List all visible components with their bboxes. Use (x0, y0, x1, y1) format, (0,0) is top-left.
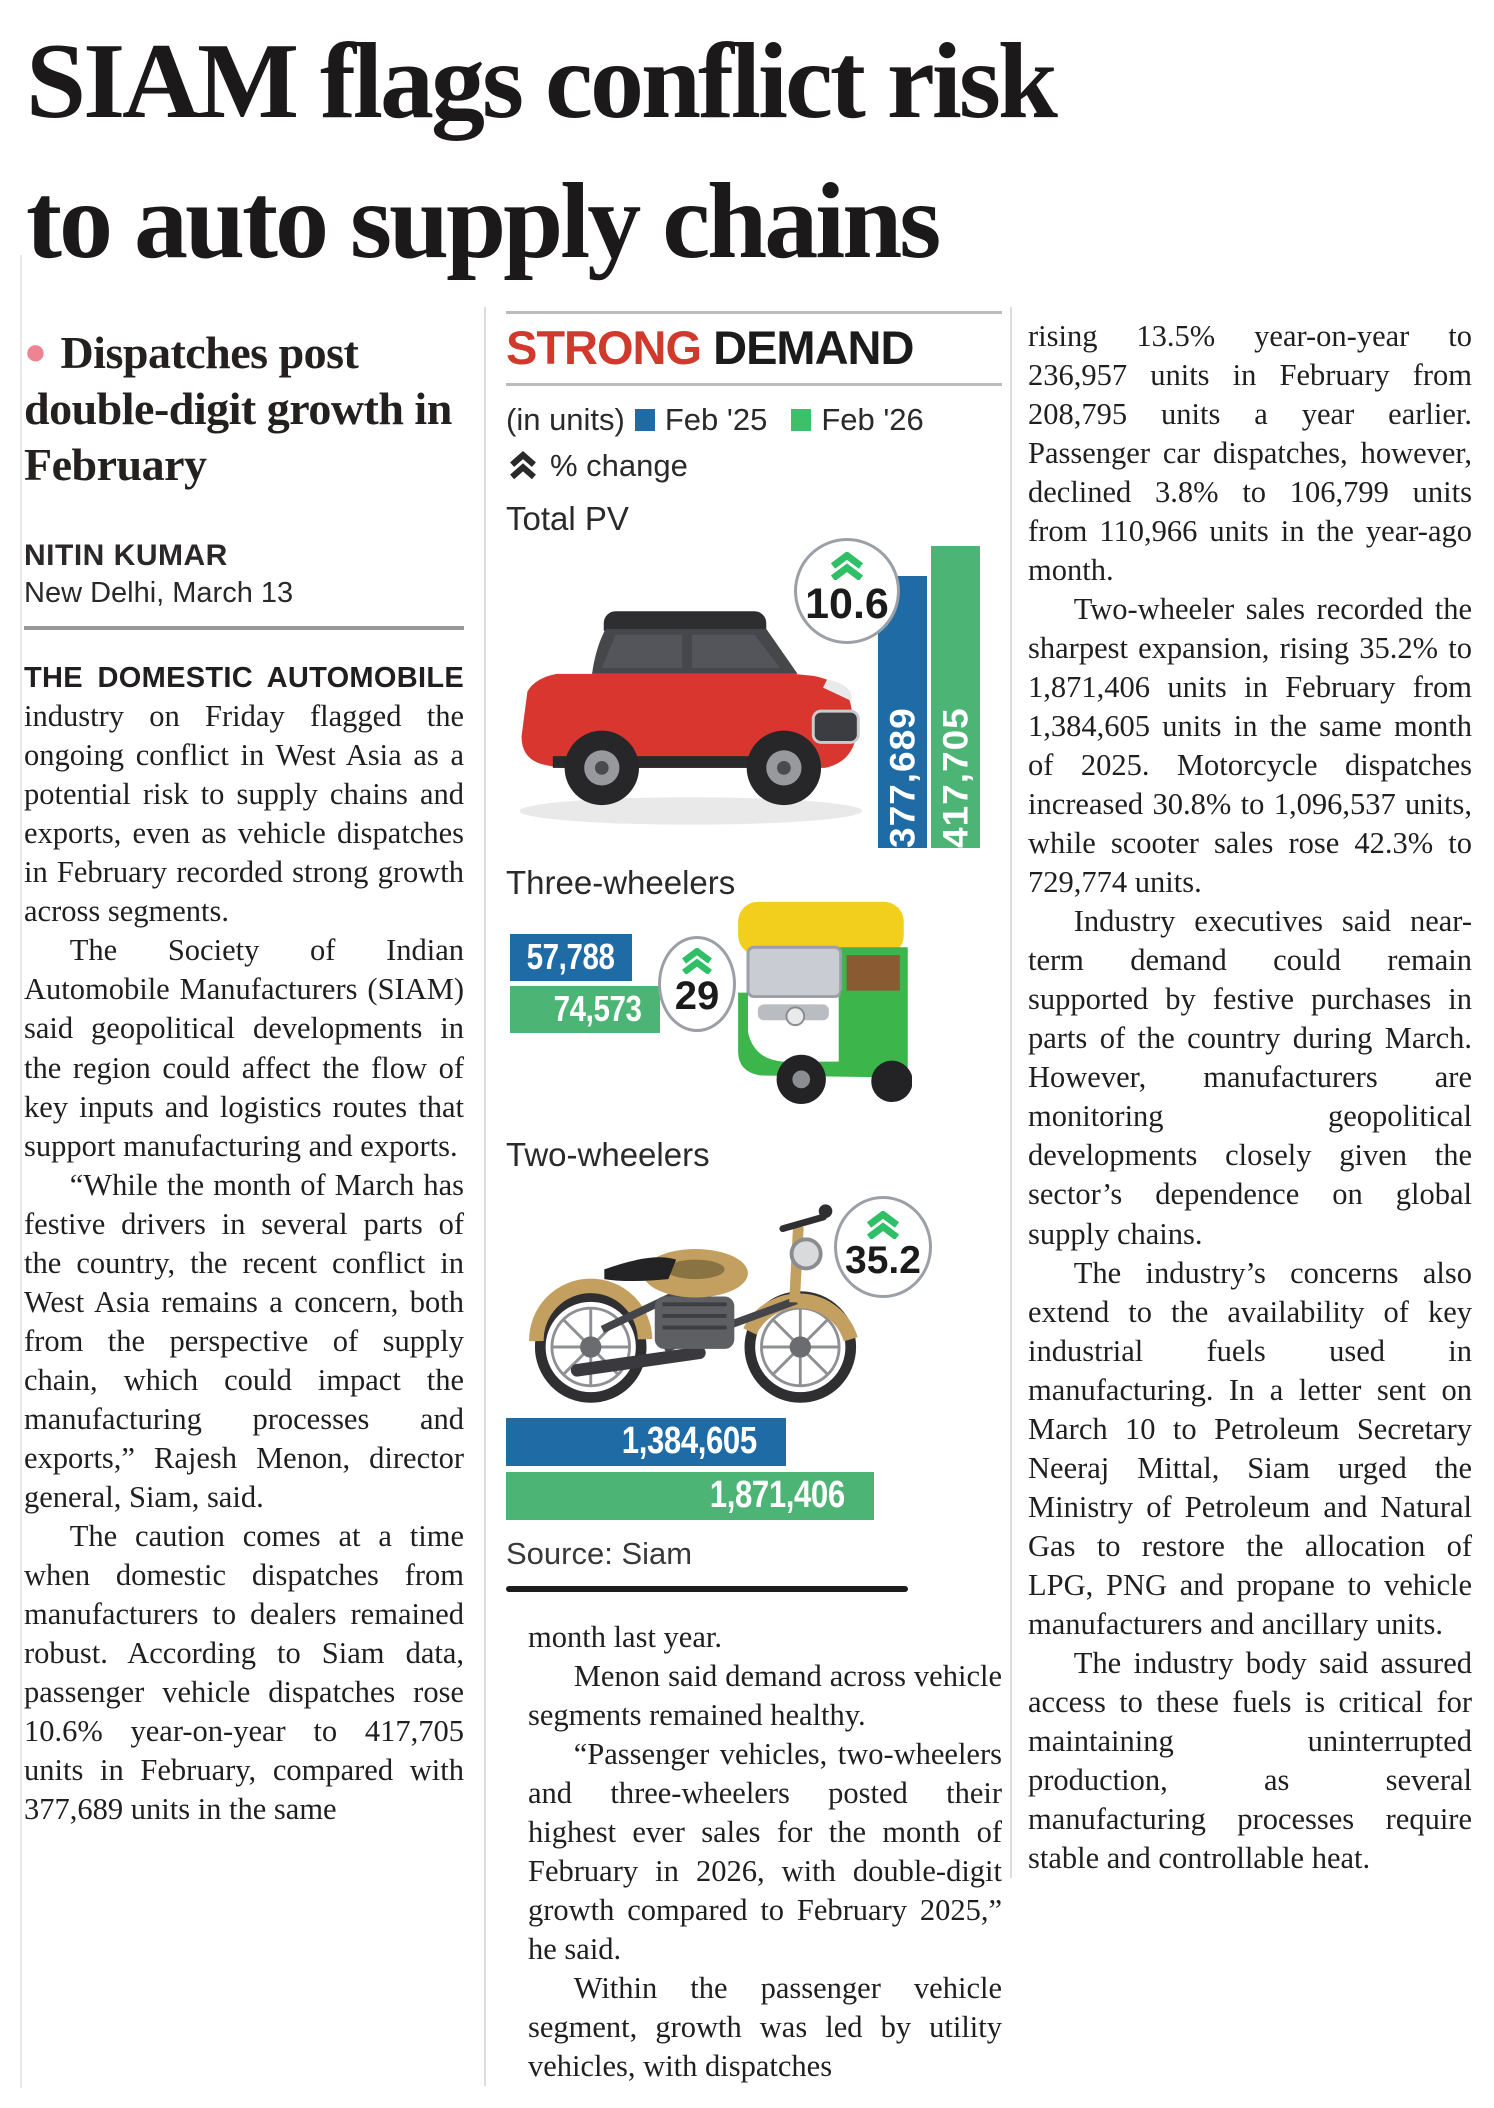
legend-label-feb26: Feb '26 (821, 401, 924, 437)
double-chevron-up-icon (862, 1211, 904, 1239)
article-paragraph: The Society of Indian Automobile Manufacturers (SIAM) said geopolitical developments in the region could affect the flow of key inputs and logistics routes that support manufacturing and exports. (24, 933, 464, 1163)
two-wheelers-chart (506, 1180, 1002, 1412)
divider (506, 383, 1002, 386)
article-paragraph: Industry executives said near-term demand could remain supported by festive purchases in parts of the country during March. However, manufacturers are monitoring geopolitical developments closely given the sector’s dependence on global supply chains. (1028, 904, 1472, 1251)
bar-feb25-three-wheelers: 57,788 (510, 934, 632, 981)
infographic-title-accent: STRONG (506, 320, 702, 374)
units-label: (in units) (506, 401, 625, 437)
double-chevron-up-icon (826, 552, 868, 580)
headline-line-1: SIAM flags conflict risk (26, 22, 1055, 141)
total-pv-chart (506, 544, 1002, 848)
bar-feb26-total-pv: 417,705 (931, 546, 980, 848)
byline-divider (24, 626, 464, 630)
article-paragraph: “While the month of March has festive drivers in several parts of the country, the recent conflict in West Asia remains a concern, both from the perspective of supply chain, which could impact the manufacturing processes and exports,” Rajesh Menon, director general, Siam, said. (24, 1167, 464, 1514)
infographic-title-rest: DEMAND (713, 320, 914, 374)
section-label-total-pv: Total PV (506, 499, 629, 537)
article-body-left (24, 658, 464, 1829)
article-paragraph (24, 658, 464, 931)
standfirst-text: Dispatches post double-digit growth in February (24, 326, 452, 490)
right-column (1010, 307, 1472, 1878)
article-paragraph: The caution comes at a time when domestic dispatches from manufacturers to dealers remained robust. According to Siam data, passenger vehicle dispatches rose 10.6% year-on-year to 417,705 units in February, compared with 377,689 units in the same (24, 1518, 464, 1827)
legend-swatch-feb25 (635, 409, 655, 431)
lead-paragraph-text: industry on Friday flagged the ongoing conflict in West Asia as a potential risk to supply chains and exports, even as vehicle dispatches in February recorded strong growth across segments. (24, 699, 464, 929)
article-paragraph: “Passenger vehicles, two-wheelers and three-wheelers posted their highest ever sales for the month of February in 2026, with double-digit growth compared to February 2025,” he said. (528, 1736, 1002, 1967)
article-paragraph: rising 13.5% year-on-year to 236,957 units in February from 208,795 units a year earlier. Passenger car dispatches, however, declined 3.8% to 106,799 units from 110,966 units in the year-ago month. (1028, 318, 1472, 587)
pct-badge-total-pv (794, 538, 900, 644)
article-paragraph: The industry’s concerns also extend to the availability of key industrial fuels used in manufacturing. In a letter sent on March 10 to Petroleum Secretary Neeraj Mittal, Siam urged the Ministry of Petroleum and Natural Gas to restore the allocation of LPG, PNG and propane to vehicle manufacturers and ancillary units. (1028, 1255, 1472, 1641)
lead-in-bold: THE DOMESTIC AUTOMOBILE (24, 662, 464, 695)
divider (506, 311, 1002, 314)
article-paragraph: month last year. (528, 1619, 722, 1654)
infographic-title (506, 320, 1002, 375)
pct-badge-three-wheelers (658, 936, 736, 1032)
byline-author: NITIN KUMAR (24, 539, 228, 573)
section-label-three-wheelers: Three-wheelers (506, 863, 736, 901)
double-chevron-up-icon (506, 451, 540, 481)
pct-value: 35.2 (845, 1238, 921, 1282)
bar-feb26-two-wheelers: 1,871,406 (506, 1472, 874, 1520)
article-paragraph: Two-wheeler sales recorded the sharpest expansion, rising 35.2% to 1,871,406 units in February from 1,384,605 units in the same month of 2025. Motorcycle dispatches increased 30.8% to 1,096,537 units, while scooter sales rose 42.3% to 729,774 units. (1028, 592, 1472, 900)
bullet-icon: ● (24, 330, 47, 373)
three-wheelers-chart (506, 908, 1002, 1120)
bar-feb26-three-wheelers: 74,573 (510, 986, 660, 1033)
bar-feb25-two-wheelers: 1,384,605 (506, 1418, 786, 1466)
motorcycle-image (502, 1184, 890, 1412)
infographic (506, 311, 1002, 1592)
legend-label-feb25: Feb '25 (664, 401, 768, 437)
article-body-middle (506, 1618, 1002, 2086)
middle-column (484, 307, 1002, 2086)
section-divider (506, 1586, 908, 1592)
double-chevron-up-icon (677, 948, 717, 974)
headline-line-2: to auto supply chains (26, 162, 939, 282)
article-paragraph: Menon said demand across vehicle segments remained healthy. (528, 1658, 1002, 1732)
pct-value: 29 (674, 974, 720, 1019)
article-paragraph: The industry body said assured access to these fuels is critical for maintaining uninterrupted production, as several manufacturing processes require stable and controllable heat. (1028, 1645, 1472, 1875)
auto-rickshaw-image (724, 894, 912, 1106)
article-paragraph: Within the passenger vehicle segment, growth was led by utility vehicles, with dispatches (528, 1971, 1002, 2084)
left-column (24, 307, 464, 1829)
pct-value: 10.6 (805, 580, 889, 629)
chart-source: Source: Siam (506, 1535, 693, 1571)
article-body-right (1028, 317, 1472, 1878)
article-columns (24, 307, 1484, 2086)
pct-change-legend (506, 448, 1002, 484)
legend-swatch-feb26 (791, 409, 811, 431)
pct-badge-two-wheelers (834, 1196, 932, 1298)
headline (26, 12, 1484, 293)
pct-change-label: % change (550, 447, 688, 483)
chart-legend (506, 402, 1002, 438)
standfirst (24, 325, 464, 493)
bar-feb25-total-pv: 377,689 (878, 576, 927, 848)
section-label-two-wheelers: Two-wheelers (506, 1135, 710, 1173)
byline-dateline: New Delhi, March 13 (24, 577, 294, 610)
